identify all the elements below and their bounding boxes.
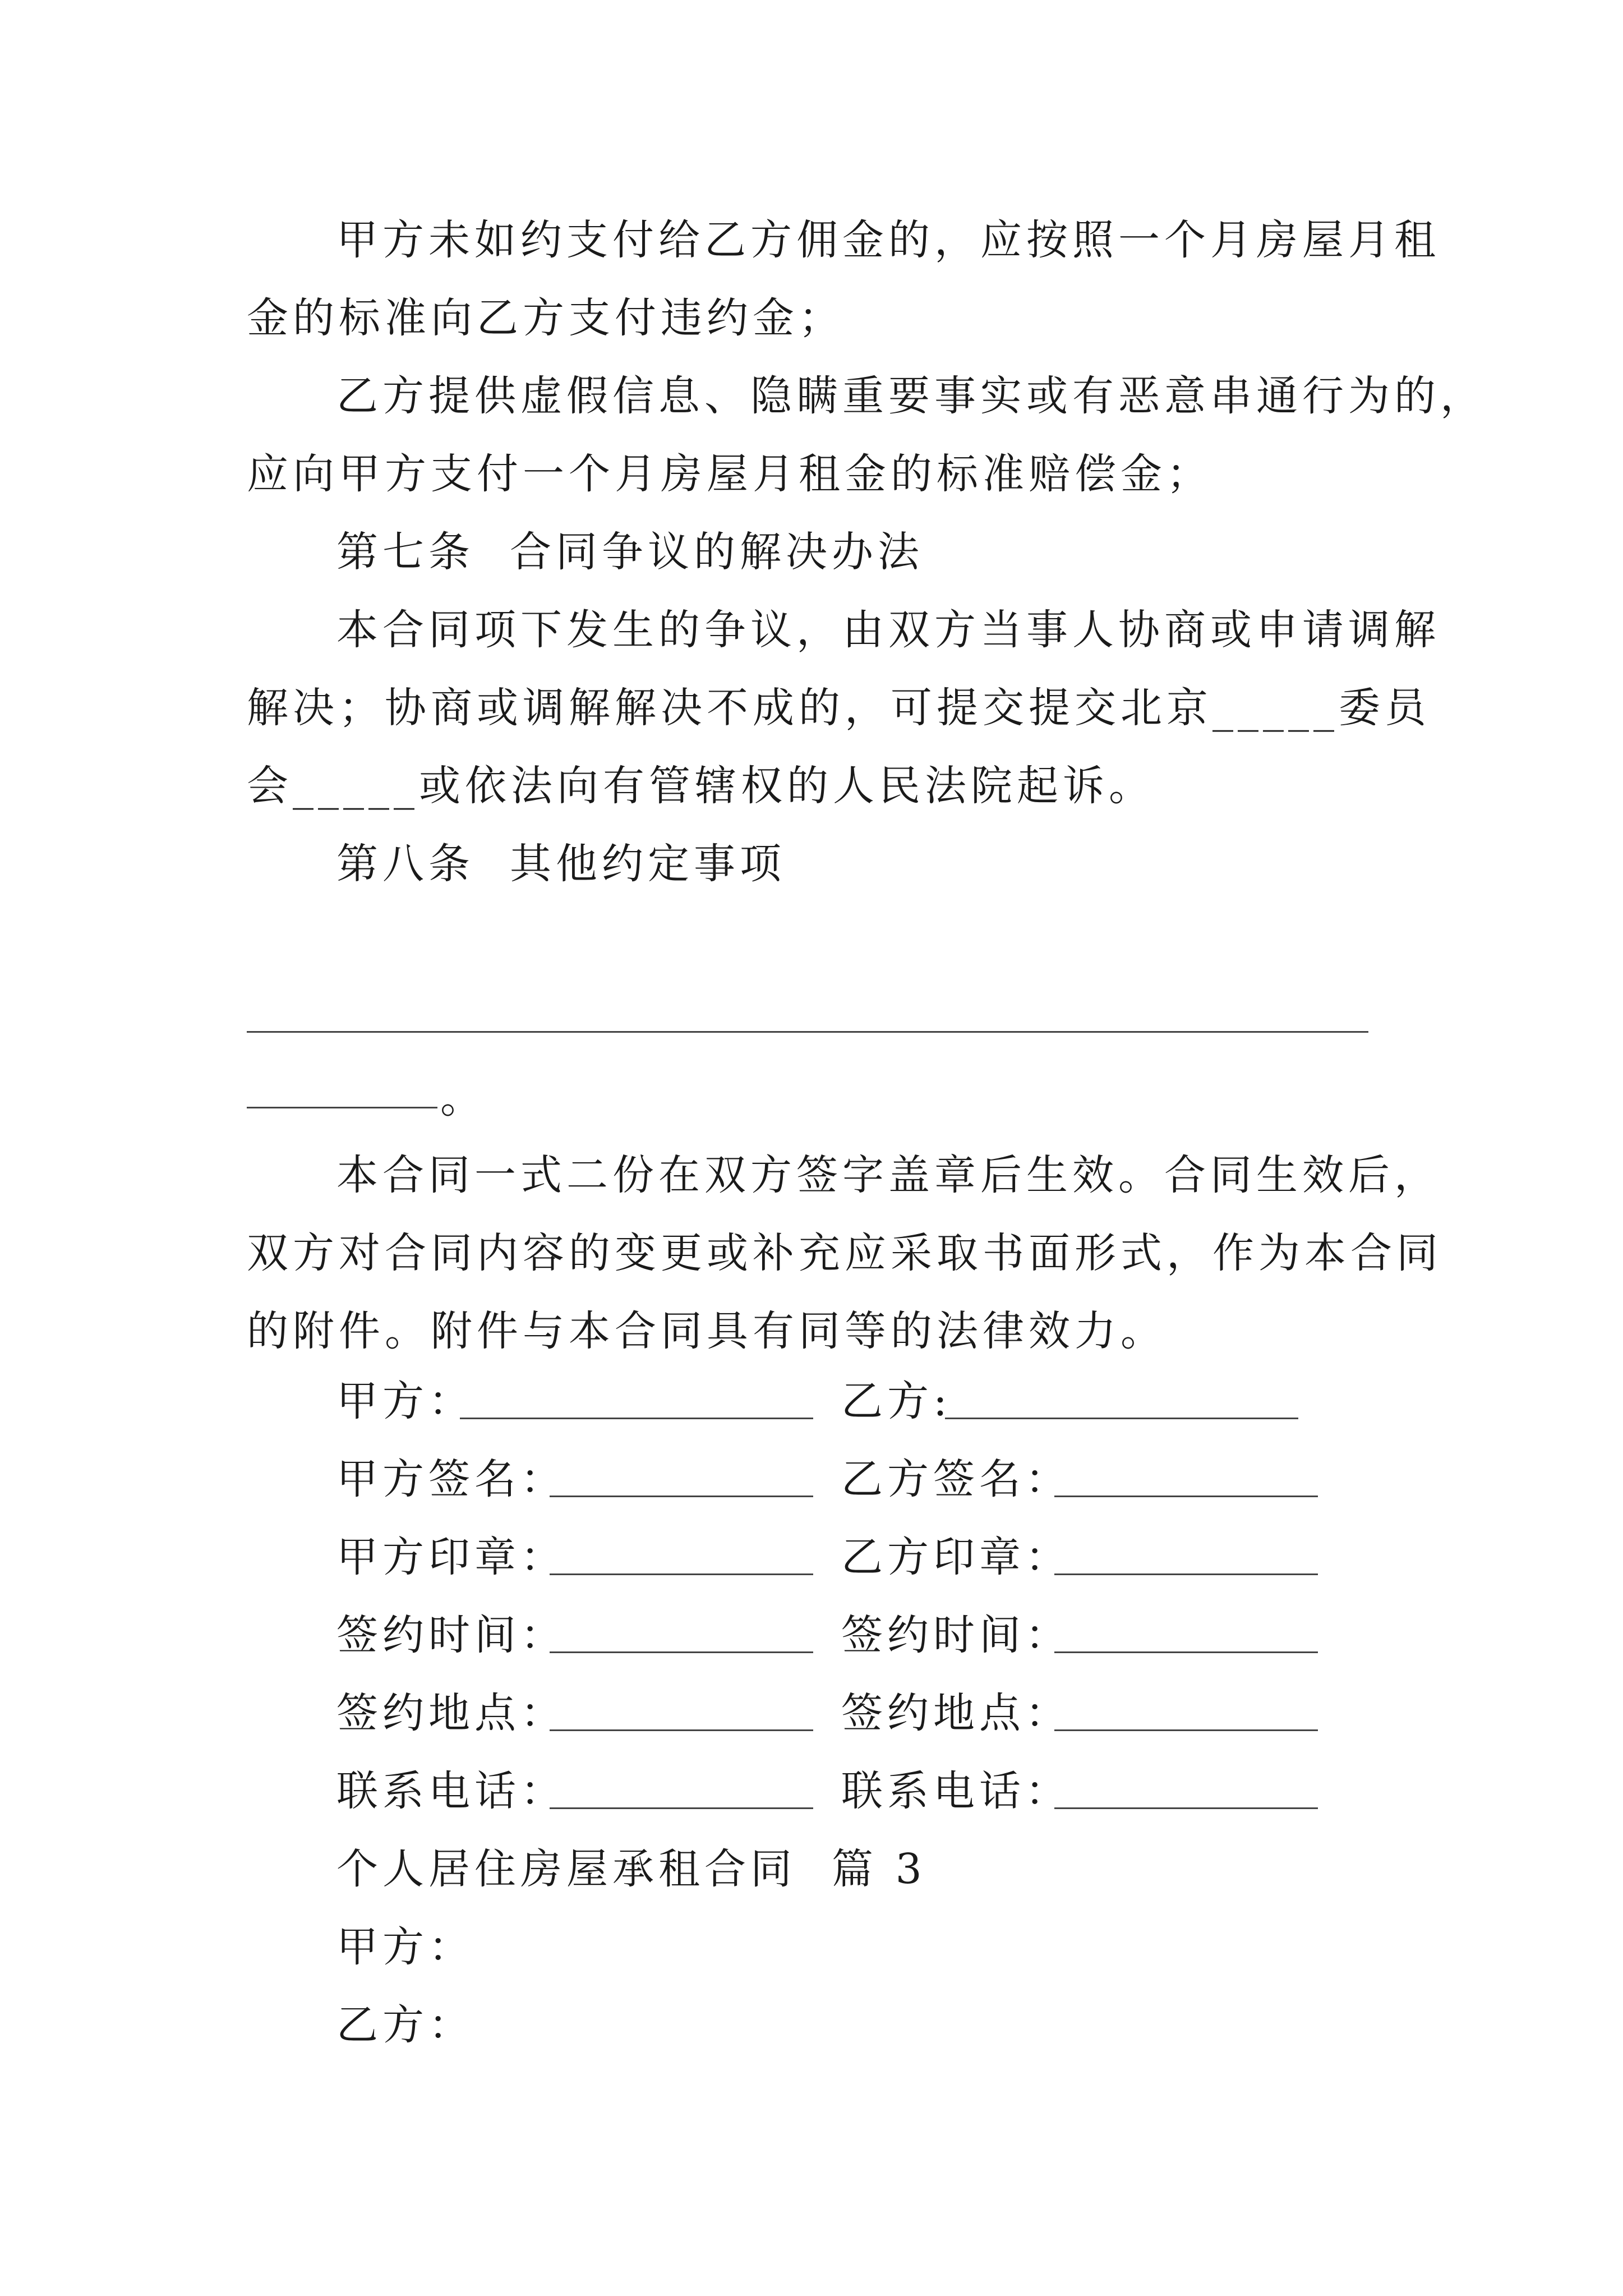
paragraph-line: 双方对合同内容的变更或补充应采取书面形式，作为本合同	[247, 1229, 1442, 1277]
article-heading: 第八条 其他约定事项	[336, 840, 786, 888]
paragraph-line: 会_____或依法向有管辖权的人民法院起诉。	[247, 762, 1155, 810]
paragraph-line: 本合同项下发生的争议，由双方当事人协商或申请调解	[336, 606, 1440, 654]
field-label: 甲方：	[336, 1377, 474, 1425]
blank-fill-line	[550, 1496, 813, 1497]
party-b-field	[841, 1685, 1324, 1741]
blank-fill-line	[550, 1729, 813, 1731]
party-b-field	[841, 1607, 1324, 1663]
field-label: 联系电话：	[841, 1767, 1071, 1815]
blank-fill-line	[1054, 1496, 1318, 1497]
party-b-field	[841, 1529, 1324, 1585]
signature-row	[336, 1607, 1324, 1663]
blank-fill-line	[550, 1651, 813, 1653]
field-label: 签约地点：	[841, 1689, 1071, 1737]
blank-fill-line	[1054, 1807, 1318, 1809]
field-label: 乙方印章：	[841, 1533, 1071, 1581]
signature-row	[336, 1763, 1324, 1819]
field-label: 签约时间：	[336, 1611, 566, 1659]
blank-fill-line	[1054, 1729, 1318, 1731]
field-label: 签约时间：	[841, 1611, 1071, 1659]
blank-fill-line	[550, 1573, 813, 1575]
field-label: 甲方签名：	[336, 1455, 566, 1503]
party-b-field	[841, 1451, 1324, 1507]
paragraph-line: 乙方提供虚假信息、隐瞒重要事实或有恶意串通行为的，	[336, 372, 1486, 420]
article-heading: 第七条 合同争议的解决办法	[336, 528, 924, 576]
signature-row	[336, 1685, 1324, 1741]
blank-fill-line	[1054, 1651, 1318, 1653]
party-a-field	[336, 1451, 819, 1507]
field-label: 乙方:	[841, 1377, 952, 1425]
paragraph-line: 甲方未如约支付给乙方佣金的，应按照一个月房屋月租	[336, 216, 1440, 264]
party-a-field	[336, 1685, 819, 1741]
signature-row	[336, 1451, 1324, 1507]
party-b-label: 乙方：	[336, 2001, 474, 2049]
blank-fill-line	[247, 1031, 1368, 1033]
party-b-field	[841, 1763, 1324, 1819]
party-a-field	[336, 1529, 819, 1585]
blank-fill-line	[247, 1107, 437, 1108]
field-label: 签约地点：	[336, 1689, 566, 1737]
blank-fill-line	[1054, 1573, 1318, 1575]
paragraph-line: 应向甲方支付一个月房屋月租金的标准赔偿金；	[247, 450, 1212, 498]
field-label: 甲方印章：	[336, 1533, 566, 1581]
party-a-field	[336, 1763, 819, 1819]
blank-fill-line	[945, 1418, 1298, 1419]
party-a-field	[336, 1373, 819, 1429]
party-a-field	[336, 1607, 819, 1663]
field-label: 乙方签名：	[841, 1455, 1071, 1503]
blank-fill-line	[550, 1807, 813, 1809]
paragraph-line: 本合同一式二份在双方签字盖章后生效。合同生效后，	[336, 1151, 1440, 1199]
signature-row	[336, 1529, 1324, 1585]
party-b-field	[841, 1373, 1324, 1429]
section-title: 个人居住房屋承租合同 篇 3	[336, 1845, 926, 1893]
period-mark: 。	[440, 1074, 486, 1122]
paragraph-line: 金的标准向乙方支付违约金；	[247, 294, 845, 342]
party-a-label: 甲方：	[336, 1923, 474, 1971]
signature-row	[336, 1373, 1324, 1429]
field-label: 联系电话：	[336, 1767, 566, 1815]
paragraph-line: 的附件。附件与本合同具有同等的法律效力。	[247, 1307, 1166, 1355]
blank-fill-line	[460, 1418, 813, 1419]
paragraph-line: 解决；协商或调解解决不成的，可提交提交北京_____委员	[247, 684, 1431, 732]
